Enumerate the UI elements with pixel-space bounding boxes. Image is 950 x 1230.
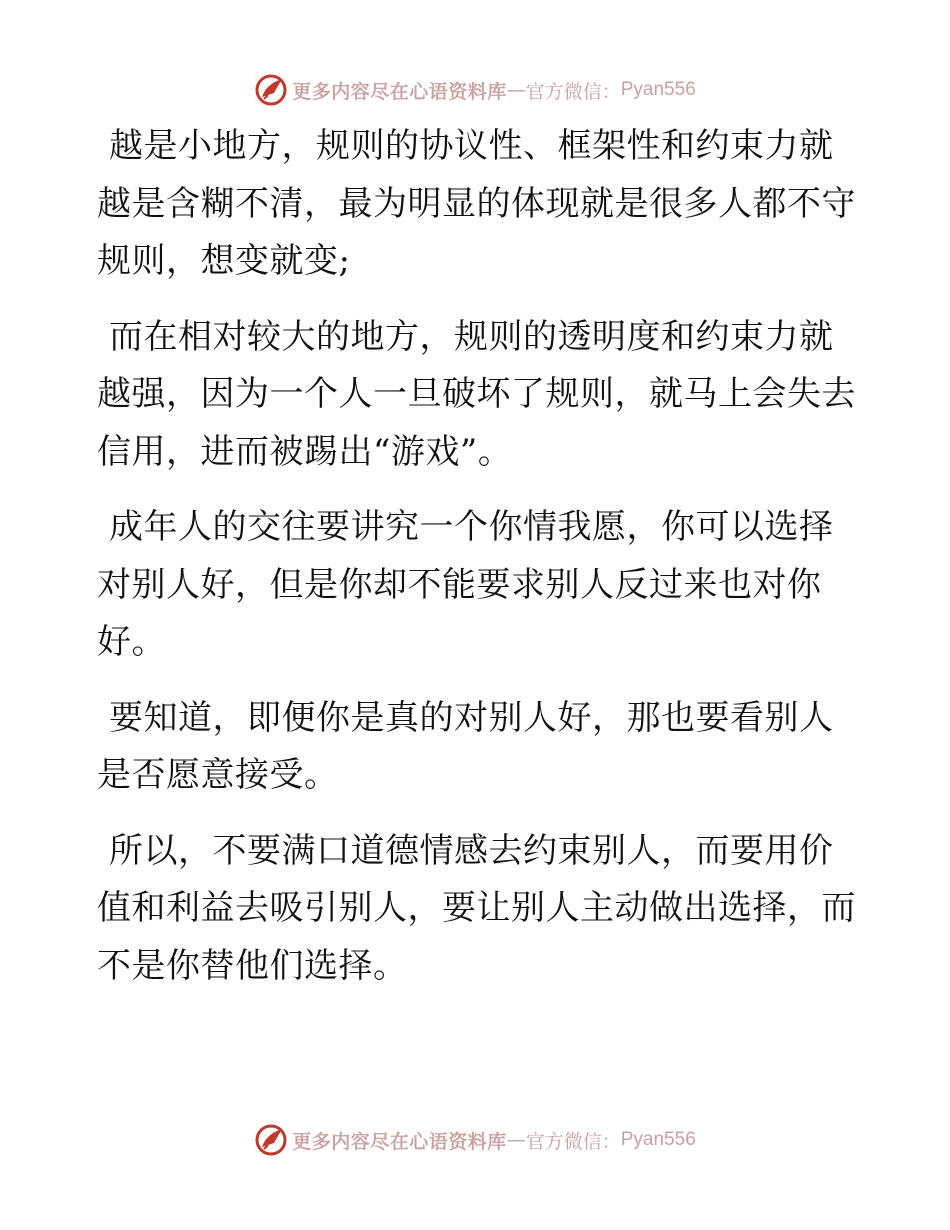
paragraph-3: 成年人的交往要讲究一个你情我愿，你可以选择对别人好，但是你却不能要求别人反过来也对你好。 [97, 507, 834, 662]
document-body [97, 118, 857, 1013]
paragraph-1: 越是小地方，规则的协议性、框架性和约束力就越是含糊不清，最为明显的体现就是很多人都不守规则，想变就变; [97, 126, 856, 281]
header-banner-label: 官方微信： [525, 80, 621, 103]
paragraph-2: 而在相对较大的地方，规则的透明度和约束力就越强，因为一个人一旦破坏了规则，就马上会失去信用，进而被踢出“游戏”。 [97, 316, 856, 472]
pen-swirl-logo-icon [254, 73, 288, 107]
header-banner-text: 更多内容尽在心语资料库 [292, 80, 507, 103]
paragraph-5: 所以，不要满口道德情感去约束别人，而要用价值和利益去吸引别人，要让别人主动做出选择，而不是你替他们选择。 [97, 830, 856, 986]
pen-swirl-logo-icon [254, 1123, 288, 1157]
paragraph-4: 要知道，即便你是真的对别人好，那也要看别人是否愿意接受。 [97, 697, 834, 795]
footer-banner-separator: — [506, 1129, 526, 1151]
footer-banner-text: 更多内容尽在心语资料库 [292, 1130, 507, 1153]
header-banner-wechat-id: Pyan556 [620, 79, 696, 100]
footer-banner [0, 1120, 950, 1160]
header-banner-separator: — [506, 79, 526, 101]
footer-banner-wechat-id: Pyan556 [620, 1129, 696, 1150]
header-banner [0, 70, 950, 110]
footer-banner-label: 官方微信： [525, 1130, 621, 1153]
